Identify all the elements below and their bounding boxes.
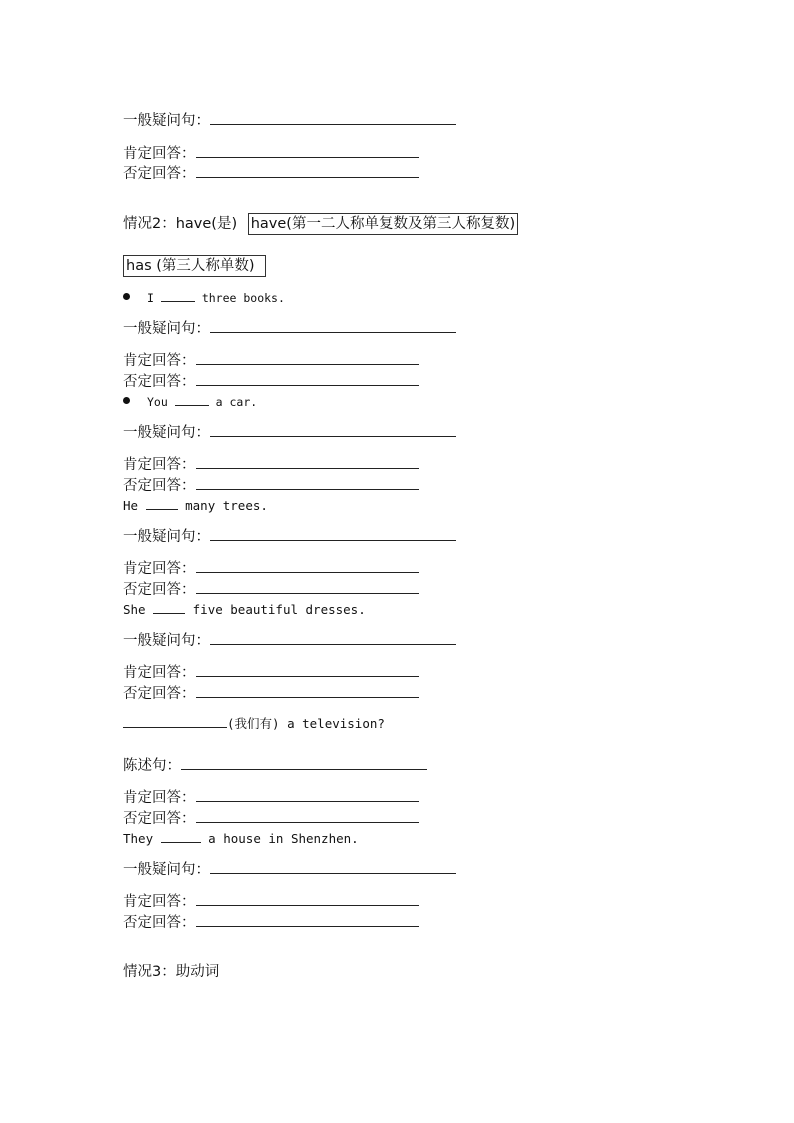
bullet-icon [123, 397, 130, 404]
question-label: 一般疑问句： [123, 529, 210, 545]
answer-blank[interactable] [210, 630, 456, 645]
statement-label: 陈述句： [123, 758, 181, 774]
answer-blank[interactable] [181, 755, 427, 770]
exercise-text: You [147, 395, 168, 409]
exercise-text: three books. [201, 291, 285, 305]
answer-blank[interactable] [196, 163, 419, 178]
affirmative-label: 肯定回答： [123, 457, 196, 473]
answer-blank[interactable] [196, 787, 419, 802]
answer-blank[interactable] [196, 558, 419, 573]
question-line [123, 318, 456, 338]
answer-blank[interactable] [196, 662, 419, 677]
answer-blank[interactable] [196, 808, 419, 823]
has-rule-box: has (第三人称单数) [123, 255, 266, 277]
negative-line [123, 579, 419, 599]
negative-line [123, 371, 419, 391]
answer-blank[interactable] [196, 579, 419, 594]
answer-blank[interactable] [196, 371, 419, 386]
have-rule-box: have(第一二人称单复数及第三人称复数) [248, 213, 518, 235]
question-line [123, 110, 456, 130]
answer-blank[interactable] [196, 683, 419, 698]
question-label: 一般疑问句： [123, 425, 210, 441]
affirmative-label: 肯定回答： [123, 561, 196, 577]
negative-label: 否定回答： [123, 686, 196, 702]
affirmative-line [123, 891, 419, 911]
case2-title: 情况2：have(是) [123, 216, 238, 232]
statement-line [123, 755, 427, 775]
exercise-text: She [123, 602, 146, 617]
affirmative-line [123, 787, 419, 807]
affirmative-line [123, 454, 419, 474]
question-label: 一般疑问句： [123, 633, 210, 649]
answer-blank[interactable] [210, 110, 456, 125]
negative-label: 否定回答： [123, 166, 196, 182]
exercise-text: five beautiful dresses. [192, 602, 366, 617]
answer-blank[interactable] [196, 143, 419, 158]
answer-blank[interactable] [210, 859, 456, 874]
case3-title: 情况3：助动词 [123, 964, 220, 980]
exercise-text: He [123, 498, 139, 513]
bullet-icon [123, 293, 130, 300]
affirmative-line [123, 143, 419, 163]
case3-heading [123, 962, 219, 982]
negative-label: 否定回答： [123, 915, 196, 931]
exercise-item [123, 392, 257, 412]
affirmative-label: 肯定回答： [123, 665, 196, 681]
question-label: 一般疑问句： [123, 113, 210, 129]
affirmative-line [123, 558, 419, 578]
negative-line [123, 163, 419, 183]
negative-line [123, 912, 419, 932]
answer-blank[interactable] [210, 526, 456, 541]
exercise-text: I [147, 291, 154, 305]
exercise-item [123, 288, 285, 308]
exercise-text: a house in Shenzhen. [208, 831, 359, 846]
negative-line [123, 683, 419, 703]
affirmative-line [123, 350, 419, 370]
answer-blank[interactable] [196, 454, 419, 469]
answer-blank[interactable] [210, 422, 456, 437]
negative-label: 否定回答： [123, 811, 196, 827]
exercise-item [123, 714, 385, 734]
negative-label: 否定回答： [123, 582, 196, 598]
exercise-item [123, 600, 366, 620]
question-label: 一般疑问句： [123, 321, 210, 337]
question-line [123, 630, 456, 650]
fill-blank[interactable] [146, 496, 178, 510]
affirmative-label: 肯定回答： [123, 146, 196, 162]
case2-heading [123, 213, 518, 237]
has-rule-line [123, 255, 266, 279]
affirmative-label: 肯定回答： [123, 790, 196, 806]
exercise-item [123, 496, 268, 516]
affirmative-label: 肯定回答： [123, 894, 196, 910]
answer-blank[interactable] [210, 318, 456, 333]
answer-blank[interactable] [196, 891, 419, 906]
fill-blank[interactable] [123, 714, 227, 728]
negative-label: 否定回答： [123, 478, 196, 494]
negative-label: 否定回答： [123, 374, 196, 390]
fill-blank[interactable] [175, 392, 209, 406]
question-line [123, 526, 456, 546]
question-line [123, 859, 456, 879]
exercise-text: They [123, 831, 154, 846]
answer-blank[interactable] [196, 350, 419, 365]
exercise-text: (我们有) a television? [227, 716, 385, 731]
question-line [123, 422, 456, 442]
answer-blank[interactable] [196, 912, 419, 927]
negative-line [123, 808, 419, 828]
exercise-text: many trees. [185, 498, 268, 513]
answer-blank[interactable] [196, 475, 419, 490]
fill-blank[interactable] [161, 288, 195, 302]
affirmative-line [123, 662, 419, 682]
exercise-text: a car. [215, 395, 258, 409]
exercise-item [123, 829, 359, 849]
question-label: 一般疑问句： [123, 862, 210, 878]
negative-line [123, 475, 419, 495]
affirmative-label: 肯定回答： [123, 353, 196, 369]
fill-blank[interactable] [153, 600, 185, 614]
fill-blank[interactable] [161, 829, 201, 843]
